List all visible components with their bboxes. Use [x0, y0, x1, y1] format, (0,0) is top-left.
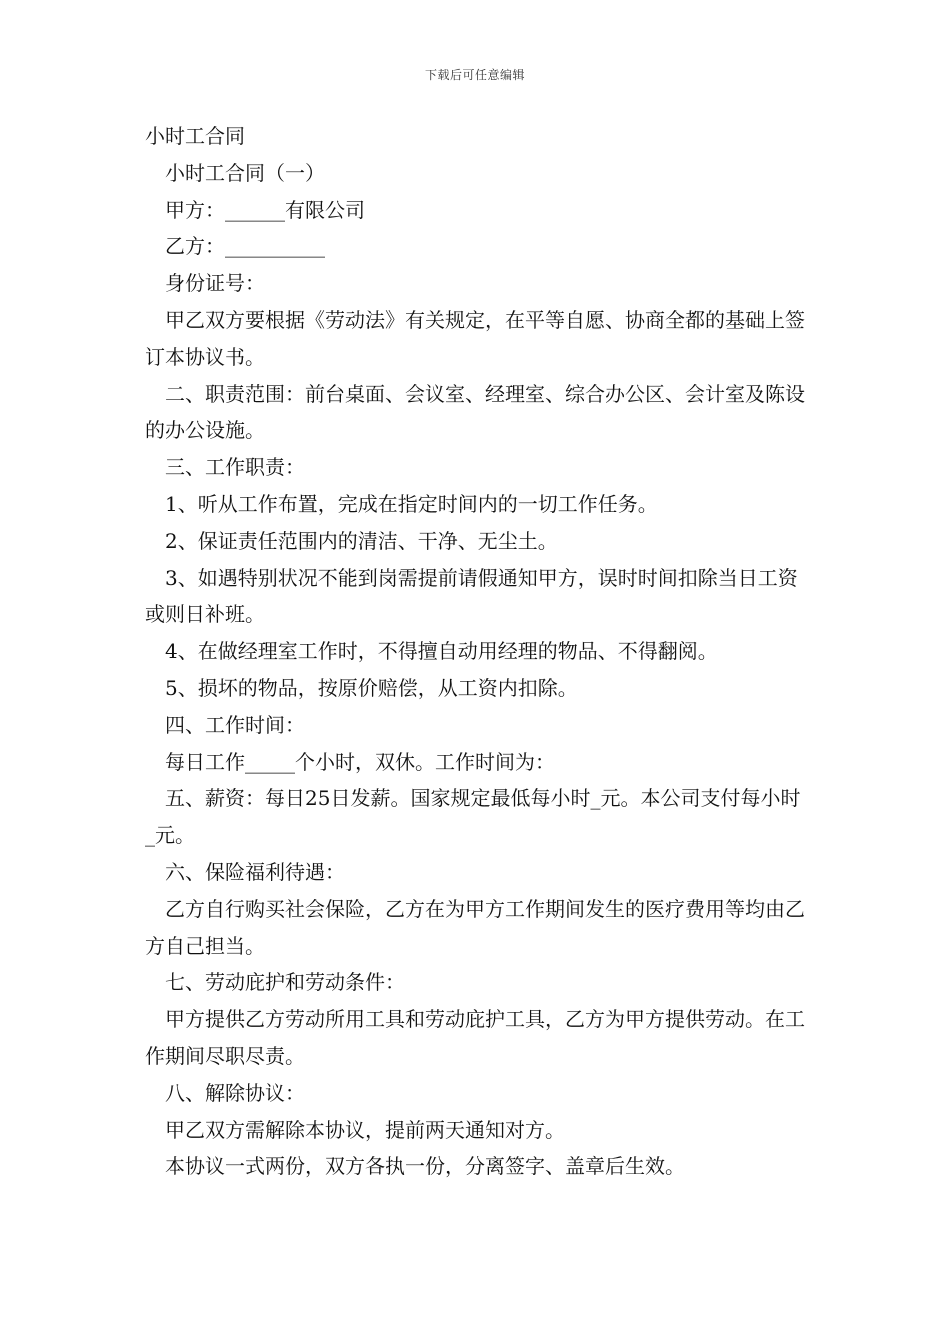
preamble-paragraph: 甲乙双方要根据《劳动法》有关规定，在平等自愿、协商全都的基础上签订本协议书。 — [145, 307, 805, 369]
id-number-line: 身份证号： — [165, 271, 265, 296]
duty-item: 1、听从工作布置，完成在指定时间内的一切工作任务。 — [165, 491, 658, 516]
protection-heading: 七、劳动庇护和劳动条件： — [165, 970, 405, 995]
duties-heading: 三、工作职责： — [165, 455, 305, 480]
protection-paragraph: 甲方提供乙方劳动所用工具和劳动庇护工具，乙方为甲方提供劳动。在工作期间尽职尽责。 — [145, 1007, 805, 1068]
duty-item: 5、损坏的物品，按原价赔偿，从工资内扣除。 — [165, 675, 578, 700]
insurance-paragraph: 乙方自行购买社会保险，乙方在为甲方工作期间发生的医疗费用等均由乙方自己担当。 — [145, 896, 805, 958]
duty-item: 4、在做经理室工作时，不得擅自动用经理的物品、不得翻阅。 — [165, 639, 718, 664]
termination-heading: 八、解除协议： — [165, 1080, 305, 1105]
header-note: 下载后可任意编辑 — [424, 68, 525, 82]
party-b-line: 乙方：__________ — [165, 234, 325, 259]
duty-item: 2、保证责任范围内的清洁、干净、无尘土。 — [165, 528, 558, 553]
scope-paragraph: 二、职责范围：前台桌面、会议室、经理室、综合办公区、会计室及陈设的办公设施。 — [145, 381, 805, 443]
salary-paragraph: 五、薪资：每日25日发薪。国家规定最低每小时_元。本公司支付每小时_元。 — [145, 786, 801, 848]
hours-heading: 四、工作时间： — [165, 712, 305, 737]
contract-body — [145, 118, 810, 1185]
document-title: 小时工合同 — [145, 124, 245, 148]
party-a-line: 甲方：______有限公司 — [165, 197, 365, 222]
hours-paragraph: 每日工作_____个小时，双休。工作时间为： — [165, 749, 555, 774]
termination-paragraph: 甲乙双方需解除本协议，提前两天通知对方。 — [165, 1117, 565, 1142]
document-subtitle: 小时工合同（一） — [165, 160, 325, 185]
duty-item: 3、如遇特别状况不能到岗需提前请假通知甲方，误时时间扣除当日工资或则日补班。 — [145, 565, 798, 627]
closing-paragraph: 本协议一式两份，双方各执一份，分离签字、盖章后生效。 — [165, 1154, 685, 1179]
insurance-heading: 六、保险福利待遇： — [165, 859, 345, 884]
